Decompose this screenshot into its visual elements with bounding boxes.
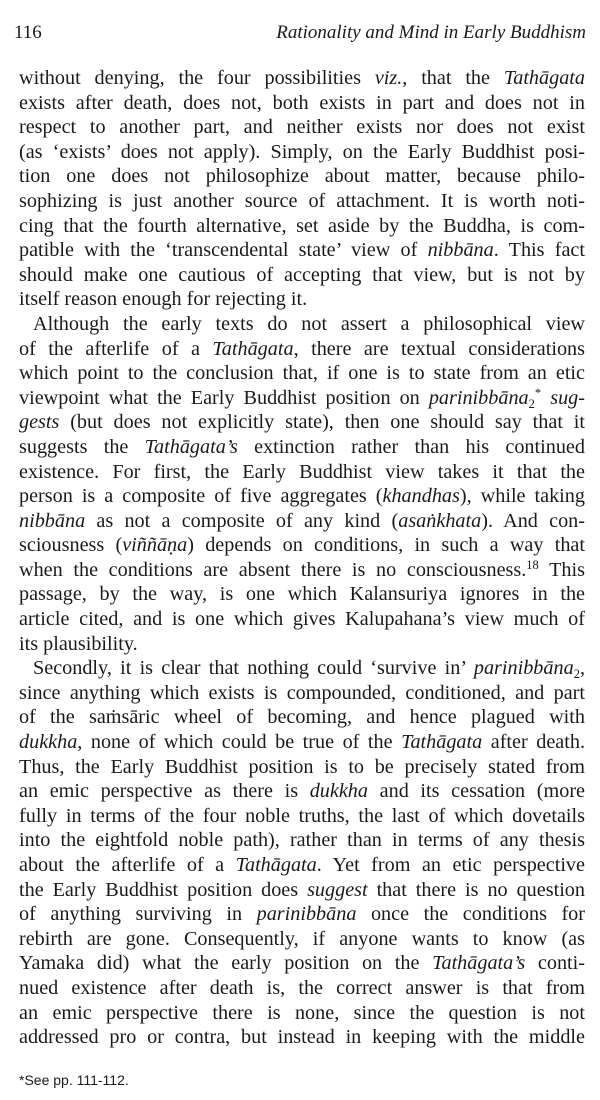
text-line: article cited, and is one which gives Kalupahana’s view much of — [19, 608, 585, 631]
page-header — [14, 22, 586, 52]
text-line: should make one cautious of accepting that view, but is not by — [19, 263, 585, 286]
text-line: about the afterlife of a Tathāgata. Yet from an etic perspective — [19, 854, 585, 876]
text-line: itself reason enough for rejecting it. — [19, 288, 308, 311]
paragraph-1 — [19, 66, 585, 312]
text-line: Yamaka did) what the early position on the Tathāgata’s conti- — [19, 952, 585, 975]
text-line: nued existence after death is, the correct answer is that from — [19, 976, 585, 999]
body-text — [19, 66, 585, 1050]
text-line: sophizing is just another source of attachment. It is worth noti- — [19, 189, 585, 212]
text-line: cing that the fourth alternative, set aside by the Buddha, is com- — [19, 214, 585, 237]
text-line: which point to the conclusion that, if one is to state from an etic — [19, 362, 585, 385]
text-line: an emic perspective as there is dukkha and its cessation (more — [19, 780, 585, 803]
text-line: person is a composite of five aggregates (khandhas), while taking — [19, 485, 585, 508]
text-line: passage, by the way, is one which Kalansuriya ignores in the — [19, 583, 585, 606]
text-line: (as ‘exists’ does not apply). Simply, on the Early Buddhist posi- — [19, 140, 585, 163]
text-line: tion one does not philosophize about matter, because philo- — [19, 165, 585, 188]
paragraph-2 — [19, 312, 585, 656]
text-line: fully in terms of the four noble truths, the last of which dovetails — [19, 804, 585, 827]
text-line: without denying, the four possibilities viz., that the Tathāgata — [19, 67, 586, 89]
page-number: 116 — [14, 22, 42, 43]
text-line: addressed pro or contra, but instead in keeping with the middle — [19, 1026, 585, 1049]
text-line: rebirth are gone. Consequently, if anyone wants to know (as — [19, 927, 585, 950]
text-line: nibbāna as not a composite of any kind (asaṅkhata). And con- — [19, 509, 585, 532]
text-line: into the eightfold noble path), rather than in terms of any thesis — [19, 829, 585, 852]
text-line: its plausibility. — [19, 632, 138, 655]
text-line: sciousness (viññāṇa) depends on conditions, in such a way that — [19, 534, 585, 557]
text-line: gests (but does not explicitly state), then one should say that it — [19, 411, 585, 434]
text-line: of the saṁsāric wheel of becoming, and hence plagued with — [19, 706, 585, 729]
footnote: *See pp. 111-112. — [19, 1072, 129, 1088]
running-title: Rationality and Mind in Early Buddhism — [276, 22, 586, 43]
text-line: suggests the Tathāgata’s extinction rather than his continued — [19, 435, 585, 458]
text-line: viewpoint what the Early Buddhist position on parinibbāna$_2$* sug- — [19, 385, 585, 411]
text-line: patible with the ‘transcendental state’ view of nibbāna. This fact — [19, 239, 585, 262]
text-line: existence. For first, the Early Buddhist view takes it that the — [19, 460, 585, 483]
text-line: Secondly, it is clear that nothing could ‘survive in’ parinibbāna$_2$, — [33, 657, 585, 681]
text-line: of the afterlife of a Tathāgata, there are textual considerations — [19, 337, 585, 360]
text-line: of anything surviving in parinibbāna once the conditions for — [19, 903, 585, 926]
text-line: since anything which exists is compounded, conditioned, and part — [19, 681, 585, 704]
text-line: when the conditions are absent there is no consciousness.$^{18}$ This — [19, 558, 585, 581]
text-line: an emic perspective there is none, since the question is not — [19, 1001, 585, 1024]
paragraph-3 — [19, 656, 585, 1050]
text-line: exists after death, does not, both exists in part and does not in — [19, 91, 585, 114]
text-line: respect to another part, and neither exists nor does not exist — [19, 116, 585, 139]
text-line: the Early Buddhist position does suggest that there is no question — [19, 878, 585, 901]
text-line: Although the early texts do not assert a philosophical view — [33, 312, 585, 335]
text-line: dukkha, none of which could be true of the Tathāgata after death. — [19, 731, 585, 754]
text-line: Thus, the Early Buddhist position is to be precisely stated from — [19, 755, 585, 778]
